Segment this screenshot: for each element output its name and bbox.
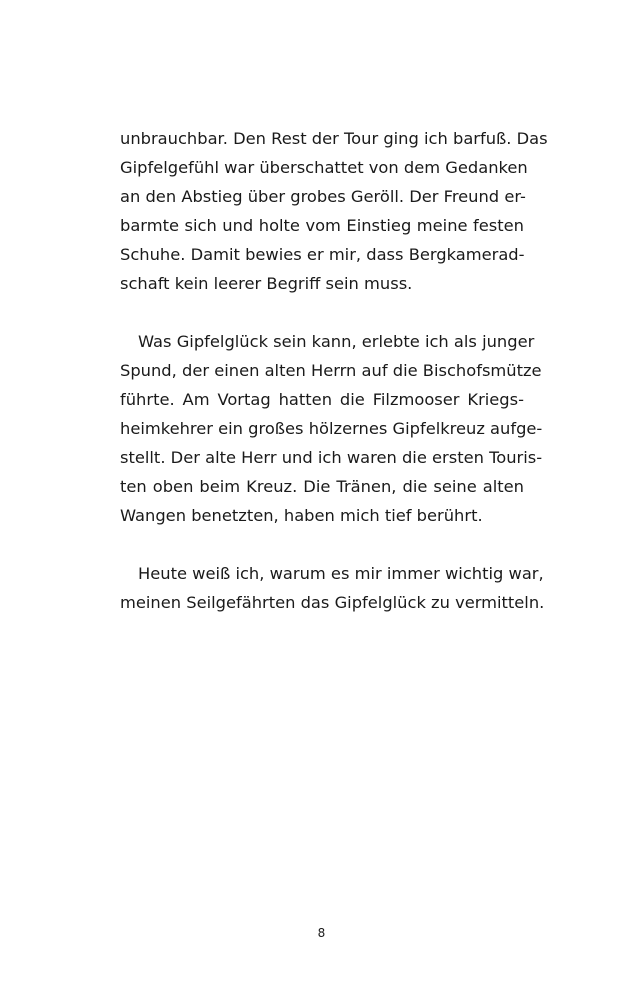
paragraph-2: [120, 327, 543, 530]
text-line: schaft kein leerer Begriff sein muss.: [120, 274, 413, 293]
text-line: ten oben beim Kreuz. Die Tränen, die seine alten: [120, 477, 524, 496]
text-line: Spund, der einen alten Herrn auf die Bischofsmütze: [120, 361, 542, 380]
paragraph-1: [120, 124, 548, 298]
text-line: unbrauchbar. Den Rest der Tour ging ich barfuß. Das: [120, 129, 548, 148]
text-line: barmte sich und holte vom Einstieg meine festen: [120, 216, 524, 235]
body-text: [120, 124, 548, 617]
text-line: Heute weiß ich, warum es mir immer wichtig war,: [138, 564, 544, 583]
text-line: stellt. Der alte Herr und ich waren die ersten Touris-: [120, 448, 543, 467]
page-number: 8: [317, 926, 326, 940]
text-line: meinen Seilgefährten das Gipfelglück zu vermitteln.: [120, 593, 545, 612]
text-line: Was Gipfelglück sein kann, erlebte ich als junger: [138, 332, 535, 351]
text-line: führte. Am Vortag hatten die Filzmooser Kriegs-: [120, 390, 524, 409]
paragraph-gap: [120, 530, 524, 559]
paragraph-3: [120, 559, 545, 617]
text-line: Gipfelgefühl war überschattet von dem Gedanken: [120, 158, 528, 177]
text-line: Schuhe. Damit bewies er mir, dass Bergkamerad-: [120, 245, 525, 264]
text-line: heimkehrer ein großes hölzernes Gipfelkreuz aufge-: [120, 419, 543, 438]
text-line: an den Abstieg über grobes Geröll. Der Freund er-: [120, 187, 526, 206]
text-line: Wangen benetzten, haben mich tief berührt.: [120, 506, 483, 525]
paragraph-gap: [120, 298, 524, 327]
